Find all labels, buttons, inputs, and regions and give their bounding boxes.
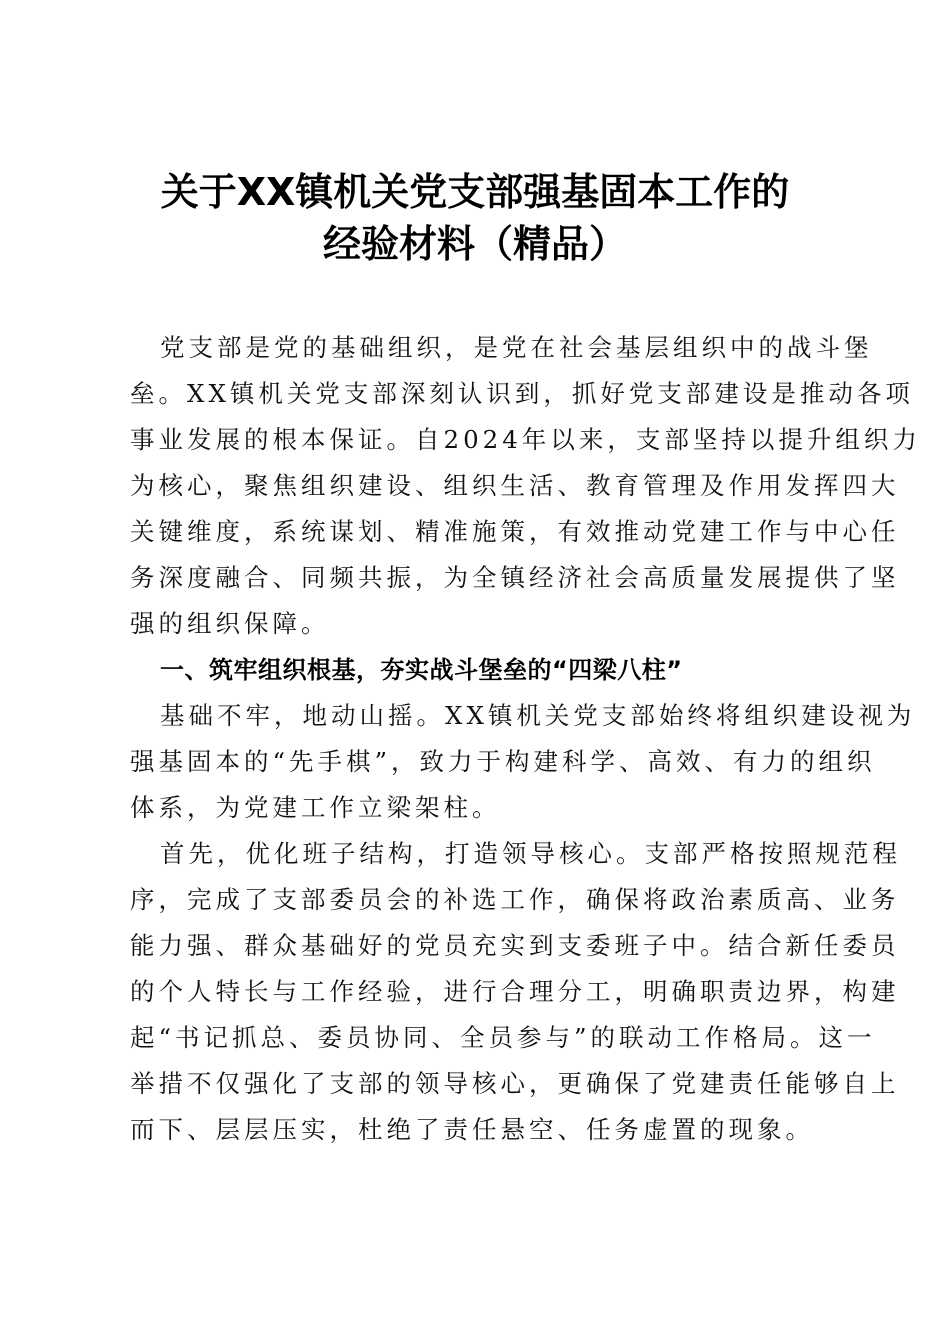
paragraph-3-line-2: 序，完成了支部委员会的补选工作，确保将政治素质高、业务 bbox=[130, 885, 900, 914]
paragraph-3-line-3: 能力强、群众基础好的党员充实到支委班子中。结合新任委员 bbox=[130, 931, 900, 960]
section-heading-1: 一、筑牢组织根基，夯实战斗堡垒的“四梁八柱” bbox=[160, 656, 683, 684]
paragraph-2-line-1: 基础不牢，地动山摇。XX镇机关党支部始终将组织建设视为 bbox=[160, 701, 916, 730]
paragraph-2-line-2: 强基固本的“先手棋”，致力于构建科学、高效、有力的组织 bbox=[130, 747, 876, 776]
paragraph-1-line-3: 事业发展的根本保证。自2024年以来，支部坚持以提升组织力 bbox=[130, 425, 921, 454]
paragraph-1-line-6: 务深度融合、同频共振，为全镇经济社会高质量发展提供了坚 bbox=[130, 563, 900, 592]
document-title-line-1: 关于XX镇机关党支部强基固本工作的 bbox=[160, 170, 790, 214]
paragraph-1-line-1: 党支部是党的基础组织，是党在社会基层组织中的战斗堡 bbox=[160, 333, 873, 362]
paragraph-3-line-5: 起“书记抓总、委员协同、全员参与”的联动工作格局。这一 bbox=[130, 1023, 876, 1052]
paragraph-3-line-4: 的个人特长与工作经验，进行合理分工，明确职责边界，构建 bbox=[130, 977, 900, 1006]
paragraph-2-line-3: 体系，为党建工作立梁架柱。 bbox=[130, 793, 501, 822]
paragraph-3-line-1: 首先，优化班子结构，打造领导核心。支部严格按照规范程 bbox=[160, 839, 901, 868]
paragraph-1-line-5: 关键维度，系统谋划、精准施策，有效推动党建工作与中心任 bbox=[130, 517, 900, 546]
document-title-line-2: 经验材料（精品） bbox=[322, 222, 627, 266]
paragraph-3-line-7: 而下、层层压实，杜绝了责任悬空、任务虚置的现象。 bbox=[130, 1115, 814, 1144]
paragraph-1-line-4: 为核心，聚焦组织建设、组织生活、教育管理及作用发挥四大 bbox=[130, 471, 900, 500]
paragraph-3-line-6: 举措不仅强化了支部的领导核心，更确保了党建责任能够自上 bbox=[130, 1069, 900, 1098]
paragraph-1-line-7: 强的组织保障。 bbox=[130, 609, 330, 638]
paragraph-1-line-2: 垒。XX镇机关党支部深刻认识到，抓好党支部建设是推动各项 bbox=[130, 379, 914, 408]
